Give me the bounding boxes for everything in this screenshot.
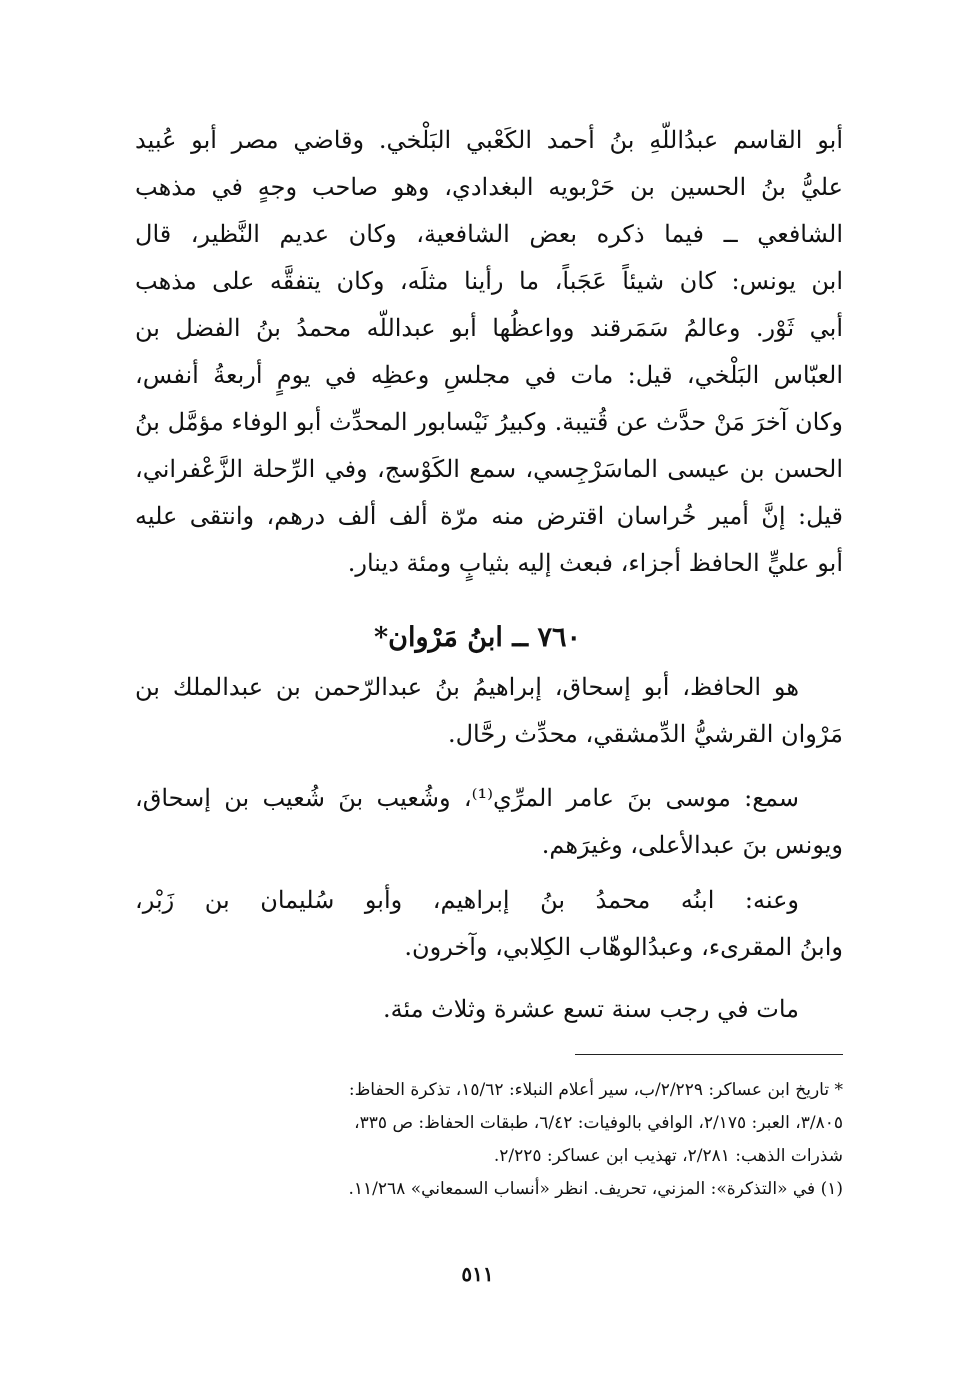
text-line: سمع: موسى بنَ عامر المرِّي⁽¹⁾، وشُعيب بنَ شُعيب بن إسحاق، [135, 784, 799, 812]
footnote-divider [575, 1054, 843, 1055]
text-line: الشافعي ــ فيما ذكره بعض الشافعية، وكان عديم النَّظير، قال [135, 220, 843, 248]
text-line: ابن يونس: كان شيئاً عَجَباً، ما رأينا مثلَه، وكان يتفقَّه على مذهب [135, 267, 843, 295]
footnote-line: * تاريخ ابن عساكر: ٢/٢٢٩/ب، سير أعلام النبلاء: ١٥/٦٢، تذكرة الحفاظ: [348, 1080, 843, 1100]
text-line: الحسن بن عيسى الماسَرْجِسي، سمع الكَوْسج، وفي الرِّحلة الزَّعْفراني، [135, 455, 843, 483]
text-line: أبو عليٍّ الحافظ أجزاء، فبعث إليه بثيابٍ ومئة دينار. [347, 549, 843, 577]
footnote-1: (١) في «التذكرة»: المزني، تحريف. انظر «أنساب السمعاني» ١١/٢٦٨. [348, 1179, 843, 1199]
text-line: أبو القاسم عبدُاللّهِ بنُ أحمد الكَعْبي البَلْخي. وقاضي مصر أبو عُبيد [135, 126, 843, 154]
intro-paragraph [135, 117, 843, 587]
text-line: عليُّ بنُ الحسين بن حَرْبويه البغدادي، وهو صاحب وجهٍ في مذهب [135, 173, 843, 201]
text-line: مات في رجب سنة تسع عشرة وثلاث مئة. [382, 995, 799, 1023]
entry-bio [135, 664, 843, 758]
entry-students [135, 877, 843, 971]
footnotes [135, 1074, 843, 1206]
footnote-line: شذرات الذهب: ٢/٢٨١، تهذيب ابن عساكر: ٢/٢٢٥. [493, 1146, 843, 1166]
text-line: وعنه: ابنُه محمدُ بنُ إبراهيم، وأبو سُليمان بن زَبْر، [135, 886, 799, 914]
text-line: العبّاس البَلْخي، قيل: مات في مجلسِ وعظِه في يومٍ أربعةُ أنفس، [135, 361, 843, 389]
entry-heading: ٧٦٠ ــ ابنُ مَرْوان* [374, 622, 581, 653]
text-line: مَرْوان القرشيُّ الدِّمشقي، محدِّث رحَّال. [447, 720, 843, 748]
text-line: ويونس بنَ عبدالأعلى، وغيرَهم. [541, 831, 843, 859]
text-line: قيل: إنَّ أمير خُراسان اقترض منه مرّة ألف ألف درهم، وانتقى عليه [135, 502, 843, 530]
text-line: وكان آخرَ مَنْ حدَّث عن قُتيبة. وكبيرُ نَيْسابور المحدِّث أبو الوفاء مؤمَّل بنُ [135, 408, 843, 436]
page-number: ٥١١ [461, 1262, 494, 1286]
entry-teachers [135, 775, 843, 869]
text-line: وابنُ المقرىء، وعبدُالوهّاب الكِلابي، وآخرون. [404, 933, 843, 961]
text-line: أبي ثَوْر. وعالمُ سَمَرقند وواعظُها أبو عبداللّه محمدُ بنُ الفضل بن [135, 314, 843, 342]
text-line: هو الحافظ، أبو إسحاق، إبراهيمُ بنُ عبدالرّحمن بن عبدالملك بن [135, 673, 799, 701]
footnote-line: ٣/٨٠٥، العبر: ٢/١٧٥، الوافي بالوفيات: ٦/٤٢، طبقات الحفاظ: ص ٣٣٥، [354, 1113, 843, 1133]
entry-death [135, 986, 843, 1033]
